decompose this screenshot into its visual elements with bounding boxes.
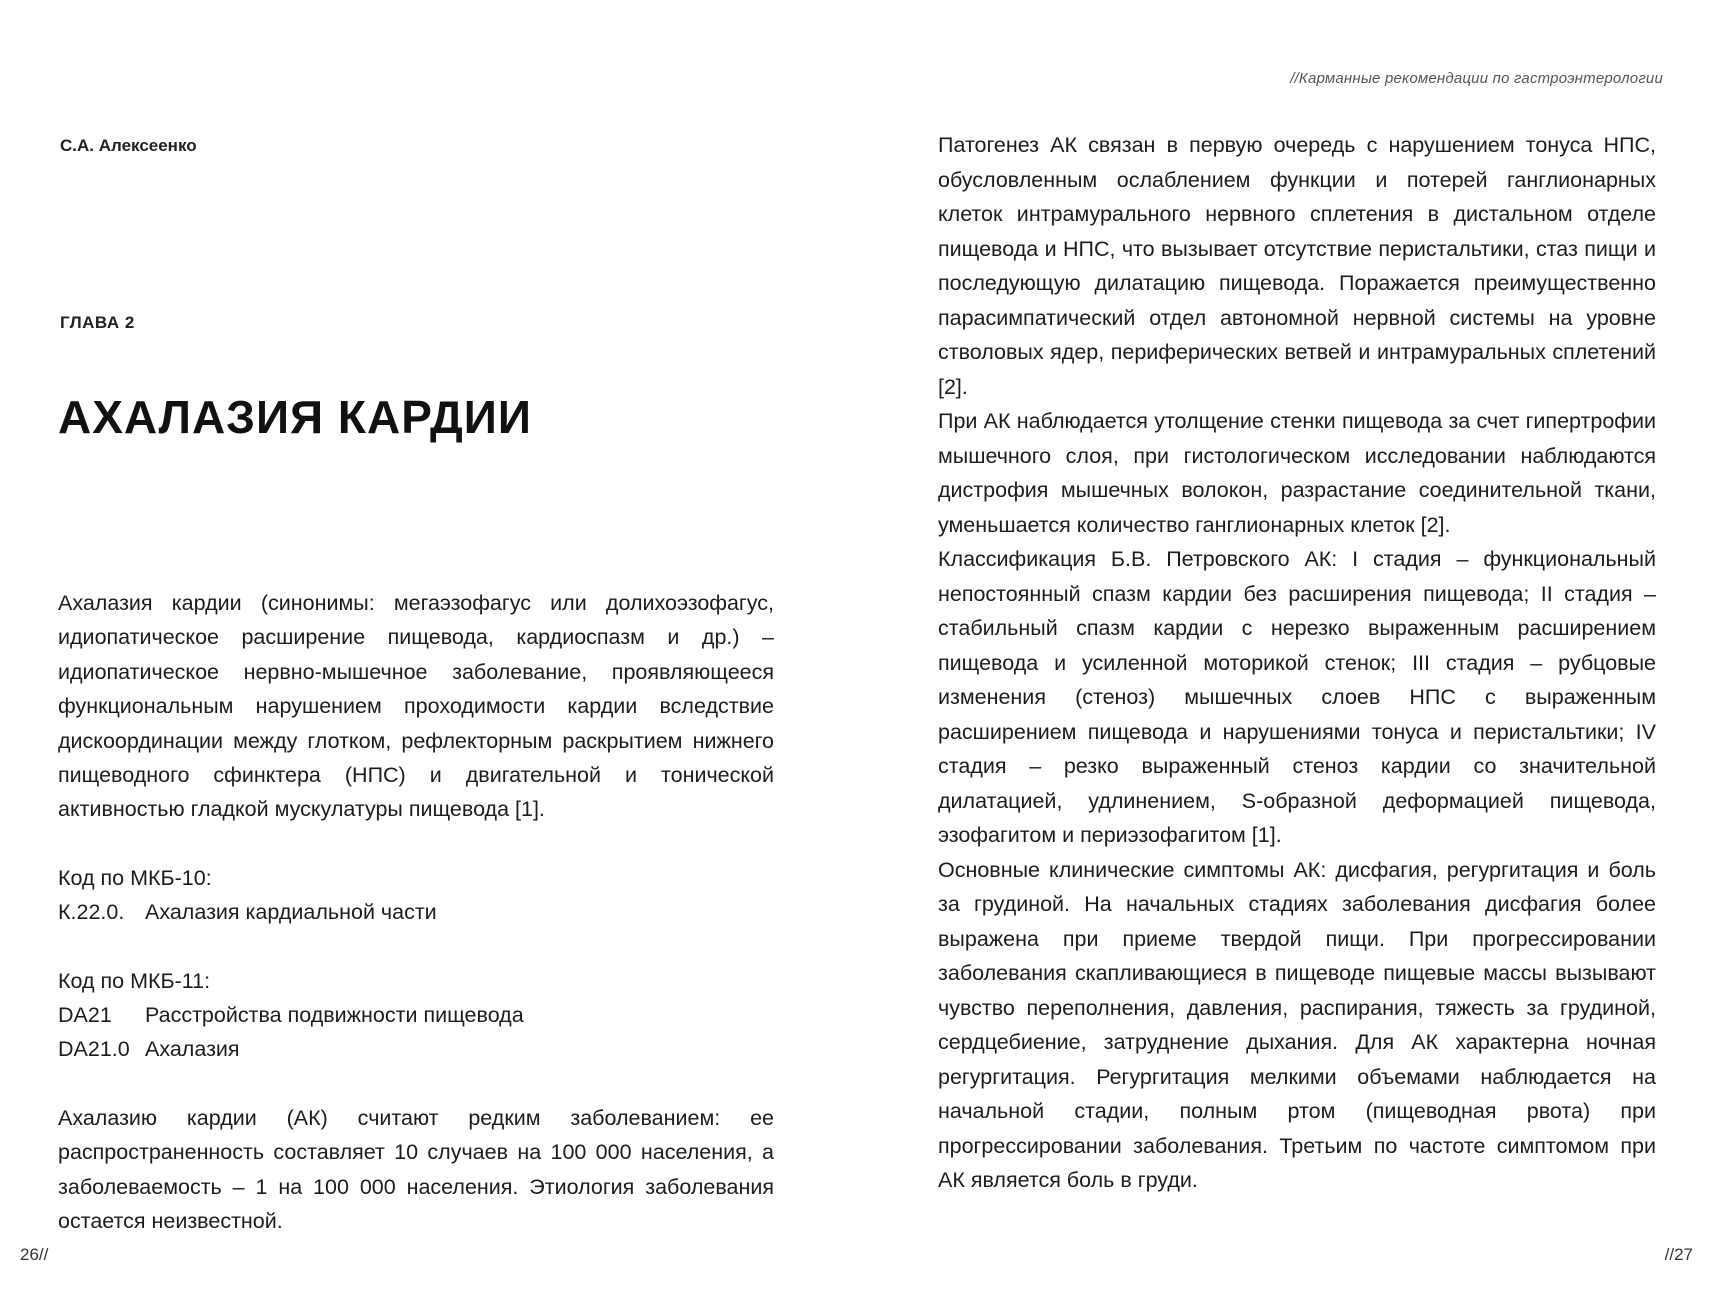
icd11-block [58,964,774,1067]
left-page [0,0,856,1300]
right-page [856,0,1713,1300]
left-body-text [58,586,774,1239]
page-number-left: 26// [20,1245,49,1264]
histology-paragraph: При АК наблюдается утолщение стенки пищевода за счет гипертрофии мышечного слоя, при гистологическом исследовании наблюдаются дистрофия мышечных волокон, разрастание соединительной ткани, уменьшается количество ганглионарных клеток [2]. [938,409,1656,537]
icd10-block [58,861,774,930]
icd-code: DA21 [58,1003,112,1028]
pathogenesis-paragraph: Патогенез АК связан в первую очередь с нарушением тонуса НПС, обусловленным ослаблением функции и потерей ганглионарных клеток интрамурального нервного сплетения в дистальном отделе пищевода и НПС, что вызывает отсутствие перистальтики, стаз пищи и последующую дилатацию пищевода. Поражается преимущественно парасимпатический отдел автономной нервной системы на уровне стволовых ядер, периферических ветвей и интрамуральных сплетений [2]. [938,133,1656,399]
running-header: //Карманные рекомендации по гастроэнтерологии [1290,70,1663,87]
icd10-row [58,895,774,929]
symptoms-paragraph: Основные клинические симптомы АК: дисфагия, регургитация и боль за грудиной. На начальных стадиях заболевания дисфагия более выражена при приеме твердой пищи. При прогрессировании заболевания скапливающиеся в пищеводе пищевые массы вызывают чувство переполнения, давления, распирания, тяжесть за грудиной, сердцебиение, затруднение дыхания. Для АК характерна ночная регургитация. Регургитация мелкими объемами наблюдается на начальной стадии, полным ртом (пищеводная рвота) при прогрессировании заболевания. Третьим по частоте симптомом при АК является боль в груди. [938,857,1656,1192]
icd10-heading: Код по МКБ-10: [58,865,212,890]
prevalence-paragraph: Ахалазию кардии (АК) считают редким заболеванием: ее распространенность составляет 10 случаев на 100 000 населения, а заболеваемость – 1 на 100 000 населения. Этиология заболевания остается неизвестной. [58,1105,774,1234]
icd-code: DA21.0 [58,1037,130,1062]
icd-label: Ахалазия кардиальной части [145,900,437,925]
icd11-heading: Код по МКБ-11: [58,968,211,993]
page-number-right: //27 [1664,1245,1693,1264]
classification-paragraph: Классификация Б.В. Петровского АК: I стадия – функциональный непостоянный спазм кардии без расширения пищевода; II стадия – стабильный спазм кардии с нерезко выраженным расширением пищевода и усиленной моторикой стенок; III стадия – рубцовые изменения (стеноз) мышечных слоев НПС с выраженным расширением пищевода и нарушениями тонуса и перистальтики; IV стадия – резко выраженный стеноз кардии со значительной дилатацией, удлинением, S-образной деформацией пищевода, эзофагитом и периэзофагитом [1]. [938,547,1656,847]
intro-paragraph: Ахалазия кардии (синонимы: мегаэзофагус или долихоэзофагус, идиопатическое расширение пищевода, кардиоспазм и др.) – идиопатическое нервно-мышечное заболевание, проявляющееся функциональным нарушением проходимости кардии вследствие дискоординации между глотком, рефлекторным раскрытием нижнего пищеводного сфинктера (НПС) и двигательной и тонической активностью гладкой мускулатуры пищевода [1]. [58,591,774,822]
chapter-title: АХАЛАЗИЯ КАРДИИ [58,391,532,443]
chapter-label: ГЛАВА 2 [60,313,135,332]
right-body-text [938,128,1656,1198]
icd-code: К.22.0. [58,900,125,925]
icd11-row [58,998,774,1032]
author-name: С.А. Алексеенко [60,136,197,155]
icd-label: Ахалазия [145,1037,240,1062]
icd11-row [58,1032,774,1066]
icd-label: Расстройства подвижности пищевода [145,1003,524,1028]
